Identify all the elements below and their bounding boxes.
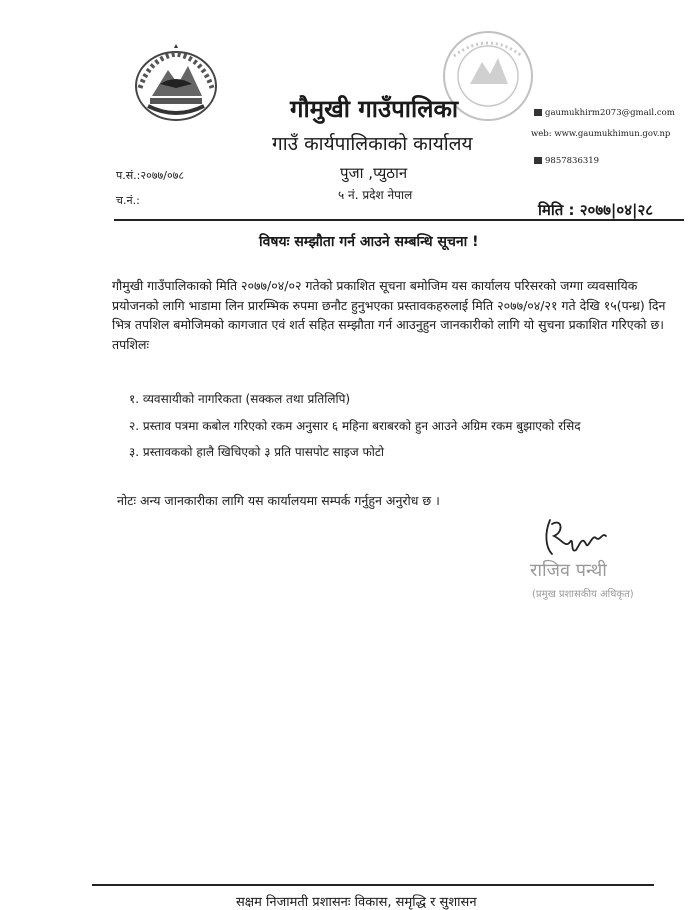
letter-note: नोटः अन्य जानकारीका लागि यस कार्यालयमा सम्पर्क गर्नुहुन अनुरोध छ । bbox=[117, 493, 440, 508]
list-heading: तपशिलः bbox=[112, 336, 149, 352]
nepal-emblem-icon bbox=[130, 44, 222, 124]
list-item-3: ३. प्रस्तावकको हालै खिचिएको ३ प्रति पासपोट साइज फोटो bbox=[129, 445, 385, 459]
footer-slogan: सक्षम निजामती प्रशासनः विकास, समृद्धि र सुशासन bbox=[236, 895, 477, 910]
list-item-1: १. व्यवसायीको नागरिकता (सक्कल तथा प्रतिलिपि) bbox=[129, 392, 351, 406]
phone-line bbox=[534, 156, 599, 166]
org-name: गौमुखी गाउँपालिका bbox=[290, 95, 459, 123]
letter-date: मिति : २०७७|०४|२८ bbox=[538, 201, 654, 219]
phone-text: 9857836319 bbox=[545, 156, 600, 166]
address-line2: ५ नं. प्रदेश नेपाल bbox=[338, 188, 413, 202]
phone-icon bbox=[534, 157, 542, 164]
website-line[interactable]: web: www.gaumukhimun.gov.np bbox=[531, 129, 671, 139]
footer-divider bbox=[92, 884, 654, 886]
email-icon bbox=[534, 109, 542, 116]
signatory-title: (प्रमुख प्रशासकीय अधिकृत) bbox=[532, 589, 634, 600]
office-name: गाउँ कार्यपालिकाको कार्यालय bbox=[272, 133, 473, 155]
letter-subject: विषयः सम्झौता गर्न आउने सम्बन्धि सूचना ! bbox=[259, 234, 479, 250]
letter-body bbox=[112, 276, 686, 354]
email-line[interactable] bbox=[534, 108, 675, 118]
header-divider bbox=[114, 219, 684, 221]
signatory-name: राजिव पन्थी bbox=[530, 560, 607, 581]
body-paragraph: गौमुखी गाउँपालिकाको मिति २०७७/०४/०२ गतेको प्रकाशित सूचना बमोजिम यस कार्यालय परिसरको जग्गा व्यवसायिक प्रयोजनको लागि भाडामा लिन प्रारम्भिक रुपमा छनौट हुनुभएका प्रस्तावकहरुलाई मिति २०७७/०४/२१ गते देखि १५(पन्ध्र) दिन भित्र तपशिल बमोजिमको कागजात एवं शर्त सहित सम्झौता गर्न आउनुहुन जानकारीको लागि यो सुचना प्रकाशित गरिएको छ। bbox=[112, 278, 666, 332]
email-text: gaumukhirm2073@gmail.com bbox=[545, 108, 675, 118]
address-line1: पुजा ,प्युठान bbox=[340, 164, 408, 182]
dispatch-number: च.नं.: bbox=[116, 194, 140, 207]
reference-number: प.सं.:२०७७/०७८ bbox=[116, 169, 185, 182]
list-item-2: २. प्रस्ताव पत्रमा कबोल गरिएको रकम अनुसार ६ महिना बराबरको हुन आउने अग्रिम रकम बुझाएको रसिद bbox=[129, 419, 581, 433]
